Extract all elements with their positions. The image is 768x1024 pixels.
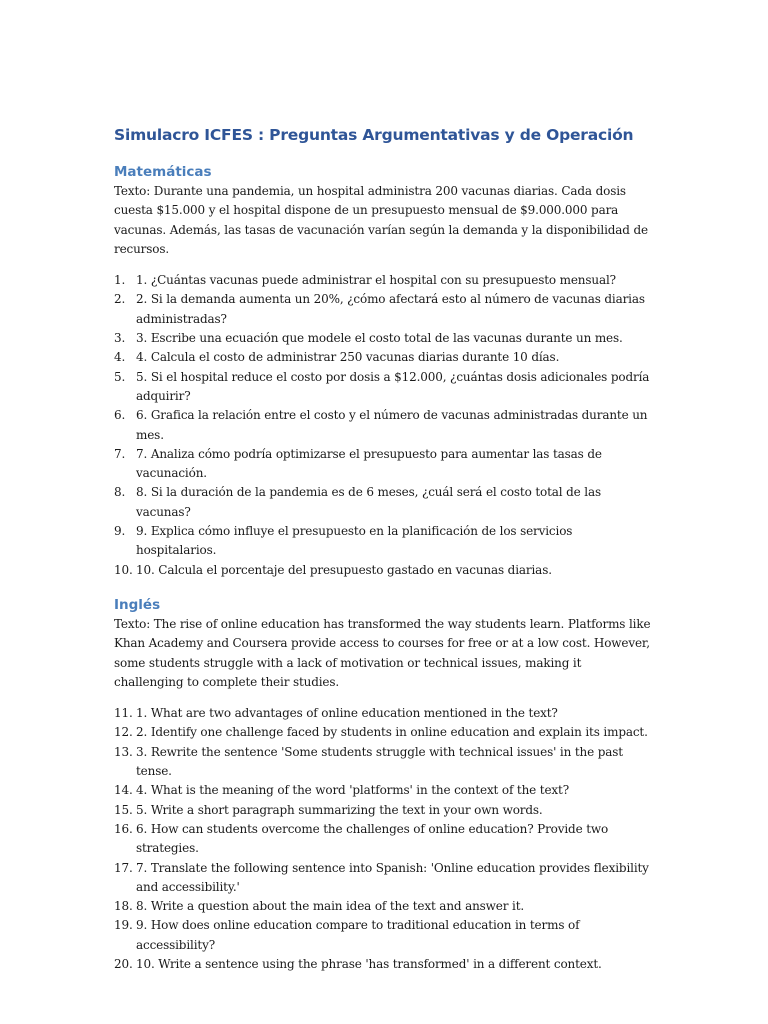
question-text: 6. How can students overcome the challenges of online education? Provide two strategies. xyxy=(136,821,609,856)
question-number: 13. xyxy=(114,744,133,759)
question-item xyxy=(114,271,654,290)
question-number: 8. xyxy=(114,485,126,500)
document-title: Simulacro ICFES : Preguntas Argumentativas y de Operación xyxy=(114,126,634,144)
question-item xyxy=(114,406,654,445)
question-number: 1. xyxy=(114,273,126,288)
question-number: 2. xyxy=(114,292,126,307)
question-number: 5. xyxy=(114,369,126,384)
question-text: 7. Analiza cómo podría optimizarse el presupuesto para aumentar las tasas de vacunación. xyxy=(136,446,602,481)
question-number: 14. xyxy=(114,783,133,798)
question-text: 1. What are two advantages of online education mentioned in the text? xyxy=(136,706,558,721)
question-text: 10. Write a sentence using the phrase 'has transformed' in a different context. xyxy=(136,956,602,971)
question-text: 5. Si el hospital reduce el costo por dosis a $12.000, ¿cuántas dosis adicionales podría adquirir? xyxy=(136,369,650,403)
question-item xyxy=(114,801,654,820)
math-passage: Texto: Durante una pandemia, un hospital administra 200 vacunas diarias. Cada dosis cuesta $15.000 y el hospital dispone de un presupuesto mensual de $9.000.000 para vacunas. Además, las tasas de vacunación varían según la demanda y la disponibilidad de recursos. xyxy=(114,184,648,256)
question-item xyxy=(114,445,654,484)
question-text: 6. Grafica la relación entre el costo y el número de vacunas administradas durante un mes. xyxy=(136,408,648,442)
question-item xyxy=(114,368,654,407)
question-item xyxy=(114,561,654,580)
english-passage: Texto: The rise of online education has transformed the way students learn. Platforms like Khan Academy and Coursera provide access to courses for free or at a low cost. However, some students struggle with a lack of motivation or technical issues, making it challenging to complete their studies. xyxy=(114,616,651,689)
question-text: 1. ¿Cuántas vacunas puede administrar el hospital con su presupuesto mensual? xyxy=(136,273,616,288)
question-item xyxy=(114,348,654,367)
english-question-list xyxy=(114,704,654,974)
question-item xyxy=(114,916,654,955)
question-number: 20. xyxy=(114,956,133,971)
question-item xyxy=(114,329,654,348)
question-number: 9. xyxy=(114,524,126,539)
question-text: 8. Si la duración de la pandemia es de 6 meses, ¿cuál será el costo total de las vacunas? xyxy=(136,485,601,519)
question-number: 6. xyxy=(114,408,126,423)
question-number: 15. xyxy=(114,802,133,817)
section-heading-matematicas: Matemáticas xyxy=(114,164,212,180)
question-item xyxy=(114,723,654,742)
math-question-list xyxy=(114,271,654,580)
section-heading-ingles: Inglés xyxy=(114,596,161,613)
question-item xyxy=(114,483,654,522)
question-item xyxy=(114,290,654,329)
question-item xyxy=(114,743,654,782)
question-number: 3. xyxy=(114,331,126,346)
question-text: 2. Identify one challenge faced by students in online education and explain its impact. xyxy=(136,725,648,740)
question-text: 3. Escribe una ecuación que modele el costo total de las vacunas durante un mes. xyxy=(136,331,623,346)
question-item xyxy=(114,704,654,723)
document-page xyxy=(114,120,654,974)
question-text: 7. Translate the following sentence into Spanish: 'Online education provides flexibility and accessibility.' xyxy=(136,860,649,894)
question-number: 11. xyxy=(114,706,133,721)
question-item xyxy=(114,820,654,859)
question-item xyxy=(114,897,654,916)
question-number: 10. xyxy=(114,562,133,577)
question-text: 4. Calcula el costo de administrar 250 vacunas diarias durante 10 días. xyxy=(136,350,560,365)
question-text: 8. Write a question about the main idea of the text and answer it. xyxy=(136,899,525,914)
question-item xyxy=(114,522,654,561)
question-number: 18. xyxy=(114,899,133,914)
question-text: 5. Write a short paragraph summarizing the text in your own words. xyxy=(136,802,543,817)
question-number: 12. xyxy=(114,725,133,740)
question-number: 16. xyxy=(114,821,133,836)
question-number: 19. xyxy=(114,918,133,933)
question-number: 17. xyxy=(114,860,133,875)
question-number: 4. xyxy=(114,350,126,365)
question-number: 7. xyxy=(114,446,126,461)
question-text: 10. Calcula el porcentaje del presupuesto gastado en vacunas diarias. xyxy=(136,562,552,577)
question-item xyxy=(114,859,654,898)
question-item xyxy=(114,955,654,974)
question-text: 9. How does online education compare to traditional education in terms of accessibility? xyxy=(136,918,580,952)
question-text: 4. What is the meaning of the word 'platforms' in the context of the text? xyxy=(136,783,569,798)
question-text: 2. Si la demanda aumenta un 20%, ¿cómo afectará esto al número de vacunas diarias administradas? xyxy=(136,292,645,326)
question-item xyxy=(114,781,654,800)
question-text: 9. Explica cómo influye el presupuesto en la planificación de los servicios hospitalarios. xyxy=(136,524,573,558)
question-text: 3. Rewrite the sentence 'Some students struggle with technical issues' in the past tense. xyxy=(136,744,623,779)
